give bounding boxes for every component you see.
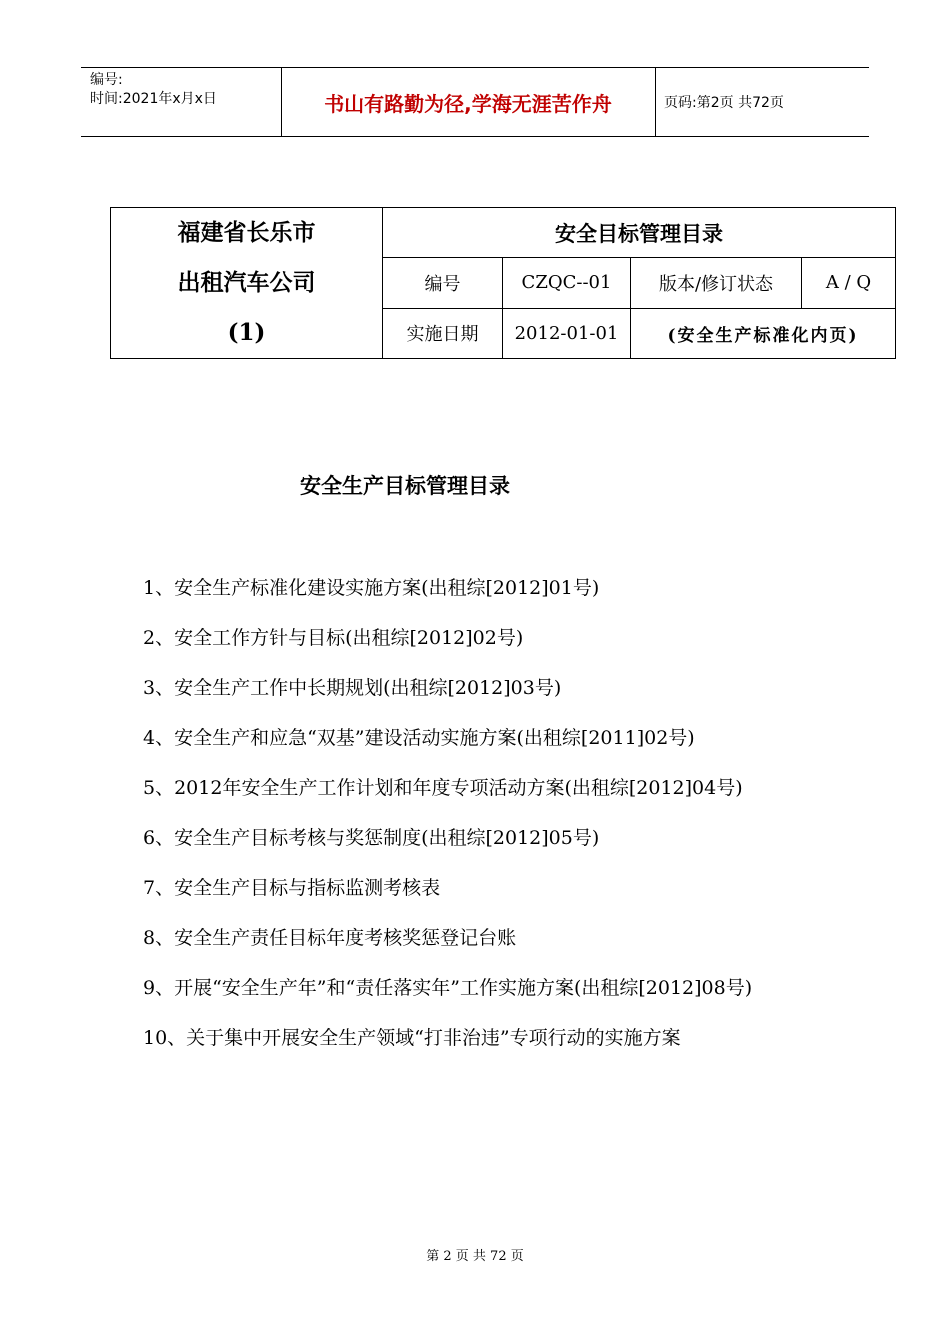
list-item: 9、开展“安全生产年”和“责任落实年”工作实施方案(出租综[2012]08号) <box>143 977 753 999</box>
list-item: 5、2012年安全生产工作计划和年度专项活动方案(出租综[2012]04号) <box>143 777 743 799</box>
version-label-cell: 版本/修订状态 <box>631 258 802 308</box>
header-meta <box>81 68 282 136</box>
number-value-cell: CZQC--01 <box>503 258 631 308</box>
note-cell: (安全生产标准化内页) <box>631 308 896 358</box>
header-page-info: 页码:第2页 共72页 <box>664 95 784 111</box>
running-header <box>81 67 869 137</box>
company-line-1: 福建省长乐市 <box>177 219 316 246</box>
list-item: 3、安全生产工作中长期规划(出租综[2012]03号) <box>143 677 562 699</box>
header-time-label: 时间:2021年x月x日 <box>90 91 217 107</box>
company-line-3: (1) <box>227 319 266 346</box>
list-item: 7、安全生产目标与指标监测考核表 <box>143 877 441 899</box>
version-value-cell: A / Q <box>802 258 896 308</box>
date-value-cell: 2012-01-01 <box>503 308 631 358</box>
doc-title-cell: 安全目标管理目录 <box>383 208 896 258</box>
catalog-list <box>143 563 808 1063</box>
list-item: 6、安全生产目标考核与奖惩制度(出租综[2012]05号) <box>143 827 600 849</box>
date-label-cell: 实施日期 <box>383 308 503 358</box>
list-item: 1、安全生产标准化建设实施方案(出租综[2012]01号) <box>143 577 600 599</box>
list-item: 2、安全工作方针与目标(出租综[2012]02号) <box>143 627 524 649</box>
header-number-label: 编号: <box>90 72 123 88</box>
list-item: 4、安全生产和应急“双基”建设活动实施方案(出租综[2011]02号) <box>143 727 695 749</box>
company-info-table <box>110 207 896 359</box>
page-title: 安全生产目标管理目录 <box>300 474 510 498</box>
list-item: 10、关于集中开展安全生产领域“打非治违”专项行动的实施方案 <box>143 1027 681 1049</box>
page-footer: 第 2 页 共 72 页 <box>426 1249 524 1264</box>
company-line-2: 出租汽车公司 <box>177 269 316 296</box>
list-item: 8、安全生产责任目标年度考核奖惩登记台账 <box>143 927 517 949</box>
header-motto: 书山有路勤为径,学海无涯苦作舟 <box>281 68 656 136</box>
number-label-cell: 编号 <box>383 258 503 308</box>
company-name-cell <box>111 208 383 359</box>
